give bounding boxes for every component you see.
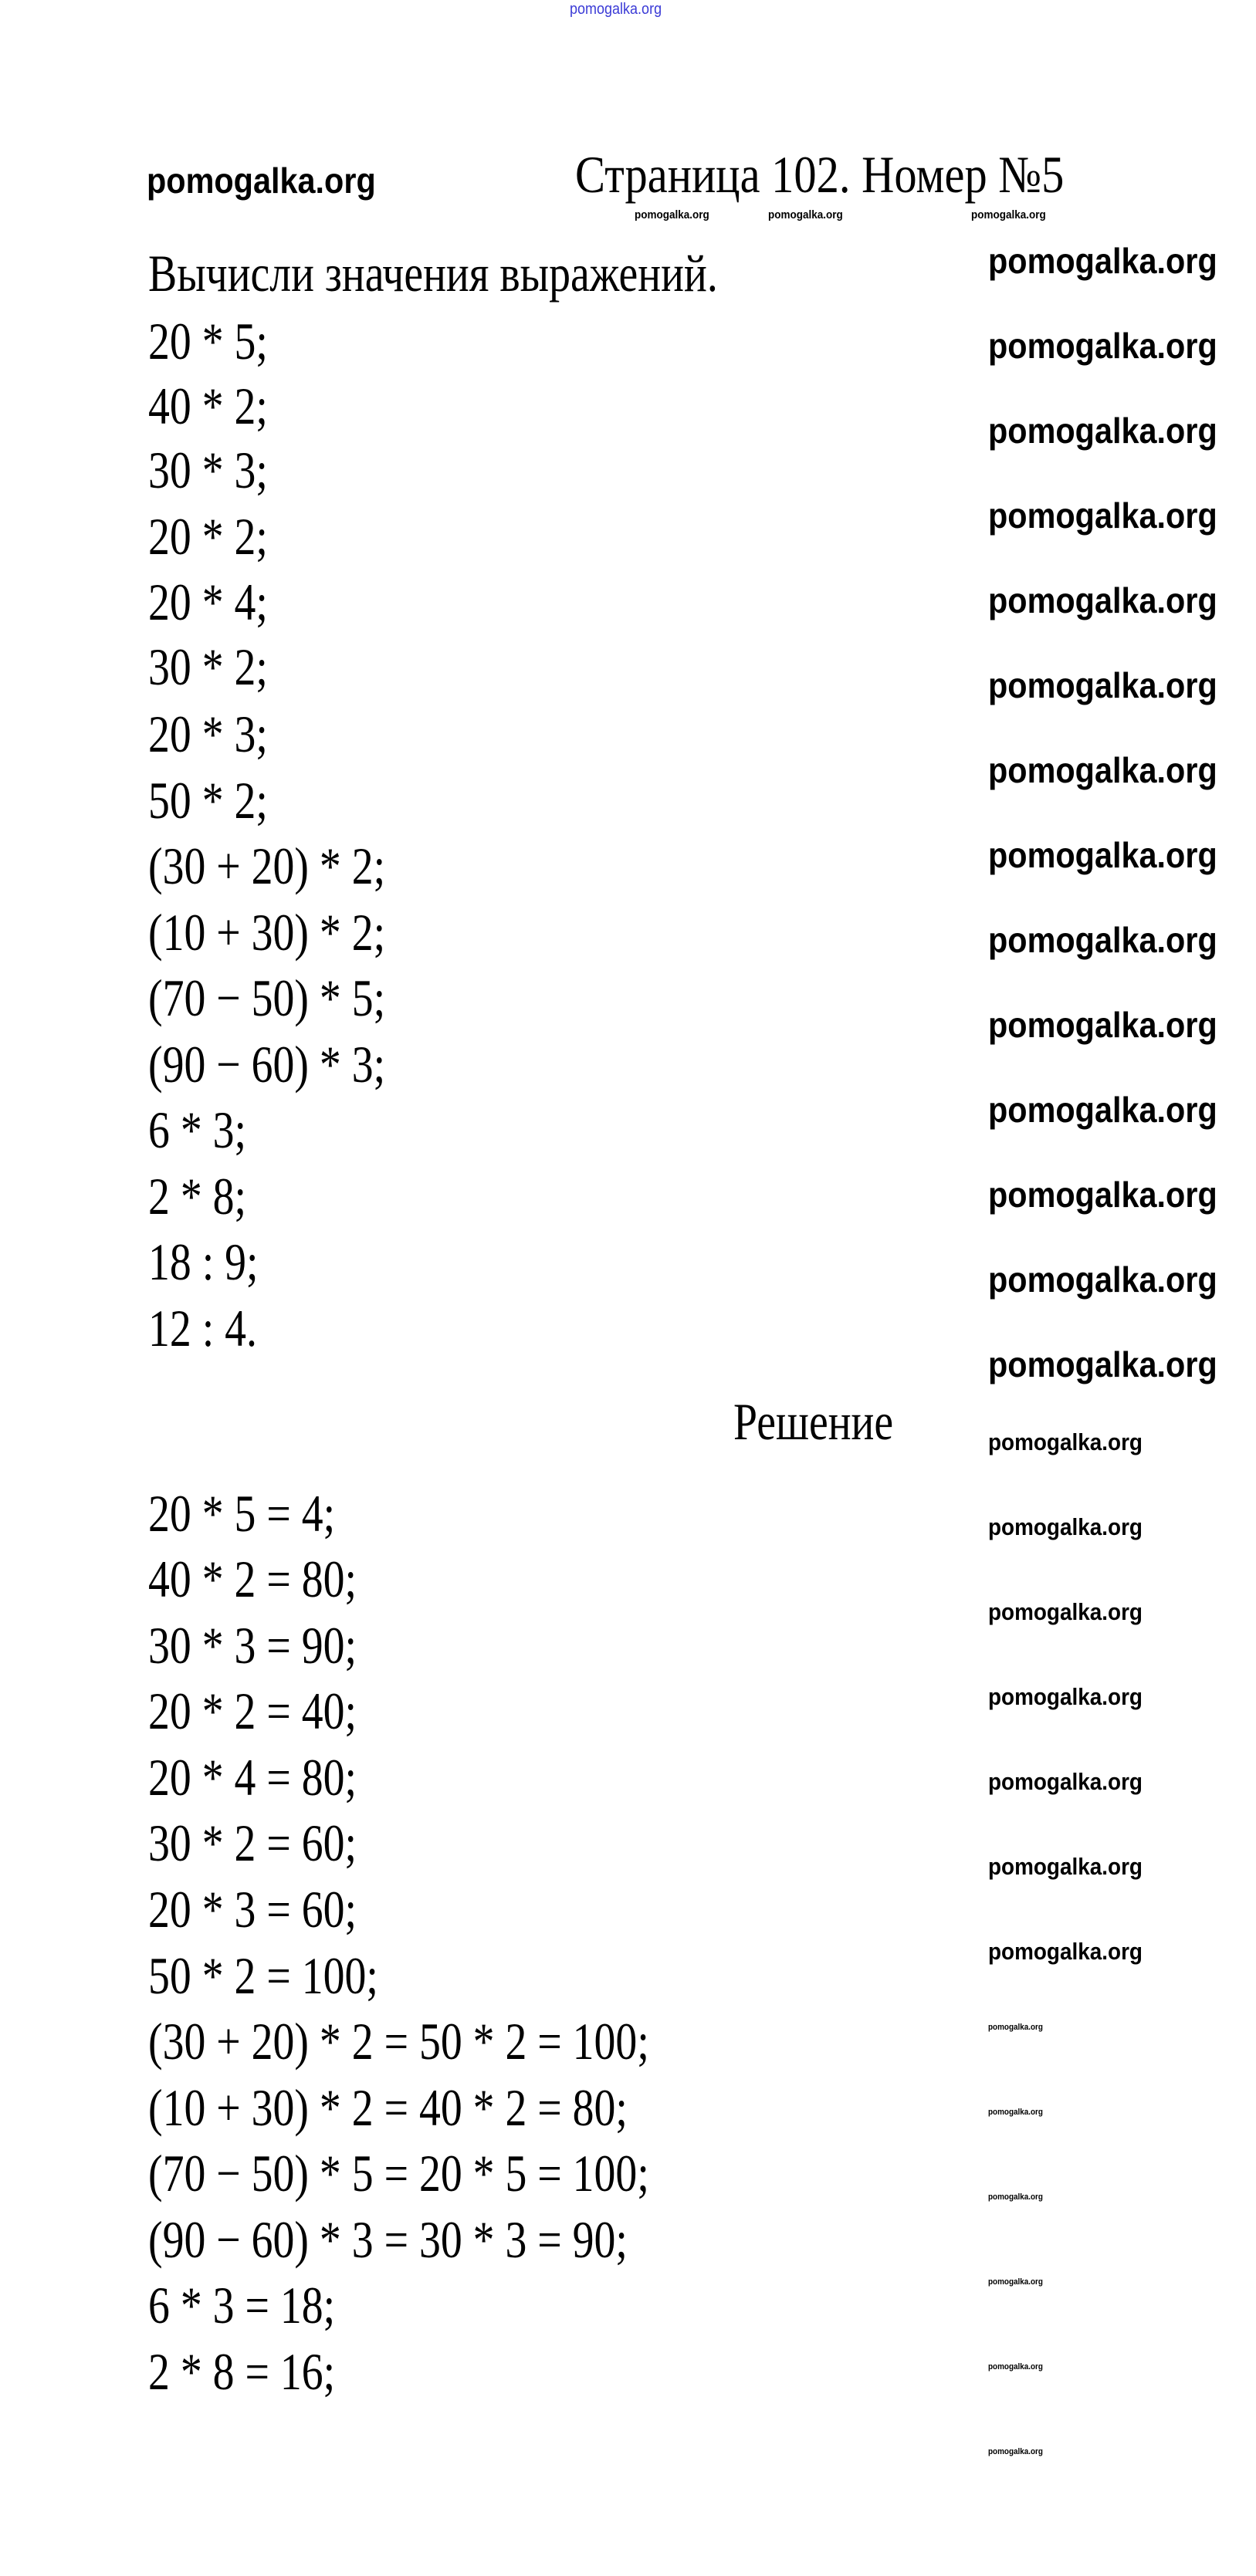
solution-line: 50 * 2 = 100; bbox=[148, 1946, 378, 2005]
problem-expression: 30 * 2; bbox=[148, 637, 268, 696]
problem-expression: 12 : 4. bbox=[148, 1298, 257, 1357]
problem-expression: 20 * 3; bbox=[148, 705, 268, 764]
problem-expression: 18 : 9; bbox=[148, 1232, 259, 1292]
watermark: pomogalka.org bbox=[988, 2192, 1043, 2202]
problem-expression: (90 − 60) * 3; bbox=[148, 1034, 386, 1094]
watermark: pomogalka.org bbox=[988, 2023, 1043, 2032]
watermark: pomogalka.org bbox=[988, 1683, 1143, 1710]
solution-line: 20 * 4 = 80; bbox=[148, 1747, 357, 1807]
watermark: pomogalka.org bbox=[988, 1768, 1143, 1795]
problem-expression: 50 * 2; bbox=[148, 770, 268, 830]
watermark: pomogalka.org bbox=[988, 580, 1217, 620]
solution-line: 30 * 2 = 60; bbox=[148, 1814, 357, 1873]
problem-expression: 40 * 2; bbox=[148, 376, 268, 435]
watermark: pomogalka.org bbox=[988, 920, 1217, 960]
solution-line: 20 * 3 = 60; bbox=[148, 1879, 357, 1939]
watermark: pomogalka.org bbox=[988, 1090, 1217, 1130]
solution-line: 6 * 3 = 18; bbox=[148, 2276, 336, 2335]
solution-line: (70 − 50) * 5 = 20 * 5 = 100; bbox=[148, 2144, 649, 2203]
watermark: pomogalka.org bbox=[988, 1175, 1217, 1215]
watermark-header: pomogalka.org bbox=[147, 161, 376, 201]
watermark: pomogalka.org bbox=[988, 750, 1217, 790]
problem-expression: 30 * 3; bbox=[148, 441, 268, 500]
solution-line: (90 − 60) * 3 = 30 * 3 = 90; bbox=[148, 2209, 628, 2269]
problem-expression: (10 + 30) * 2; bbox=[148, 902, 386, 962]
watermark: pomogalka.org bbox=[988, 2447, 1043, 2456]
solution-line: (10 + 30) * 2 = 40 * 2 = 80; bbox=[148, 2077, 628, 2137]
problem-expression: 2 * 8; bbox=[148, 1166, 247, 1225]
watermark: pomogalka.org bbox=[988, 495, 1217, 536]
watermark: pomogalka.org bbox=[988, 1938, 1143, 1965]
problem-expression: 20 * 2; bbox=[148, 506, 268, 566]
watermark: pomogalka.org bbox=[988, 2108, 1043, 2117]
watermark-top: pomogalka.org bbox=[570, 1, 662, 18]
solution-line: (30 + 20) * 2 = 50 * 2 = 100; bbox=[148, 2012, 649, 2071]
watermark: pomogalka.org bbox=[768, 208, 843, 221]
watermark: pomogalka.org bbox=[635, 208, 709, 221]
problem-expression: 20 * 5; bbox=[148, 312, 268, 371]
watermark: pomogalka.org bbox=[988, 1513, 1143, 1540]
watermark: pomogalka.org bbox=[988, 1344, 1217, 1384]
solution-heading: Решение bbox=[733, 1392, 894, 1451]
watermark: pomogalka.org bbox=[988, 665, 1217, 705]
watermark: pomogalka.org bbox=[971, 208, 1046, 221]
watermark: pomogalka.org bbox=[988, 1005, 1217, 1045]
watermark: pomogalka.org bbox=[988, 241, 1217, 281]
solution-line: 40 * 2 = 80; bbox=[148, 1550, 357, 1609]
watermark: pomogalka.org bbox=[988, 2362, 1043, 2371]
page-title: Страница 102. Номер №5 bbox=[575, 145, 1065, 204]
solution-line: 20 * 2 = 40; bbox=[148, 1682, 357, 1741]
problem-expression: 20 * 4; bbox=[148, 573, 268, 632]
watermark: pomogalka.org bbox=[988, 1428, 1143, 1455]
problem-expression: 6 * 3; bbox=[148, 1100, 247, 1160]
problem-expression: (70 − 50) * 5; bbox=[148, 969, 386, 1028]
solution-line: 30 * 3 = 90; bbox=[148, 1615, 357, 1675]
watermark: pomogalka.org bbox=[988, 1598, 1143, 1625]
watermark: pomogalka.org bbox=[988, 1853, 1143, 1880]
watermark: pomogalka.org bbox=[988, 411, 1217, 451]
watermark: pomogalka.org bbox=[988, 326, 1217, 366]
solution-line: 20 * 5 = 4; bbox=[148, 1483, 336, 1543]
task-instruction: Вычисли значения выражений. bbox=[148, 244, 718, 303]
solution-line: 2 * 8 = 16; bbox=[148, 2341, 336, 2401]
watermark: pomogalka.org bbox=[988, 1259, 1217, 1300]
watermark: pomogalka.org bbox=[988, 2277, 1043, 2287]
problem-expression: (30 + 20) * 2; bbox=[148, 837, 386, 896]
watermark: pomogalka.org bbox=[988, 835, 1217, 875]
